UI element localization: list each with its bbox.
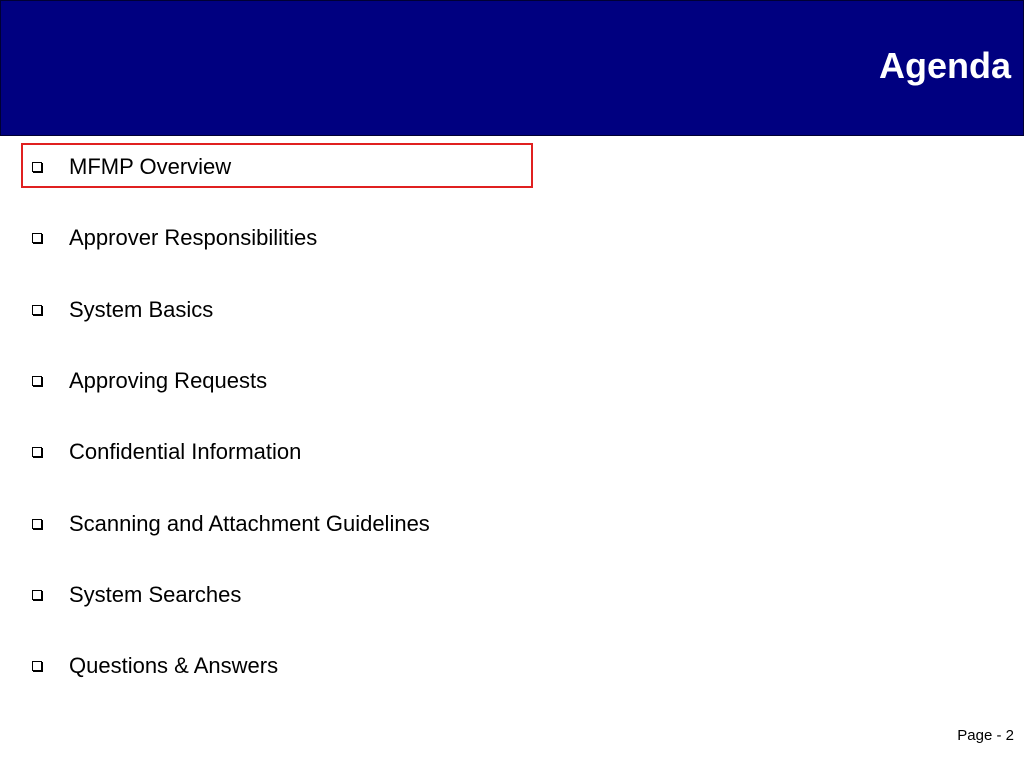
slide-title: Agenda <box>878 45 1011 86</box>
agenda-item-label: System Searches <box>69 582 242 607</box>
agenda-item-label: Confidential Information <box>69 439 302 464</box>
agenda-item-label: Approver Responsibilities <box>69 225 318 250</box>
agenda-item-questions-answers <box>32 651 278 681</box>
agenda-item-mfmp-overview <box>32 152 231 182</box>
square-bullet-icon <box>32 661 42 671</box>
agenda-item-label: Scanning and Attachment Guidelines <box>69 511 430 536</box>
square-bullet-icon <box>32 162 42 172</box>
agenda-item-approving-requests <box>32 366 267 396</box>
agenda-item-confidential-information <box>32 437 301 467</box>
page-number: Page - 2 <box>957 727 1014 744</box>
agenda-item-approver-responsibilities <box>32 223 317 253</box>
agenda-item-system-basics <box>32 295 213 325</box>
square-bullet-icon <box>32 447 42 457</box>
agenda-item-label: MFMP Overview <box>69 154 232 179</box>
agenda-item-system-searches <box>32 580 241 610</box>
square-bullet-icon <box>32 590 42 600</box>
title-banner <box>0 0 1024 136</box>
square-bullet-icon <box>32 305 42 315</box>
square-bullet-icon <box>32 233 42 243</box>
agenda-item-label: Approving Requests <box>69 368 268 393</box>
square-bullet-icon <box>32 519 42 529</box>
square-bullet-icon <box>32 376 42 386</box>
agenda-item-label: System Basics <box>69 297 214 322</box>
agenda-item-label: Questions & Answers <box>69 653 279 678</box>
agenda-item-scanning-guidelines <box>32 509 430 539</box>
